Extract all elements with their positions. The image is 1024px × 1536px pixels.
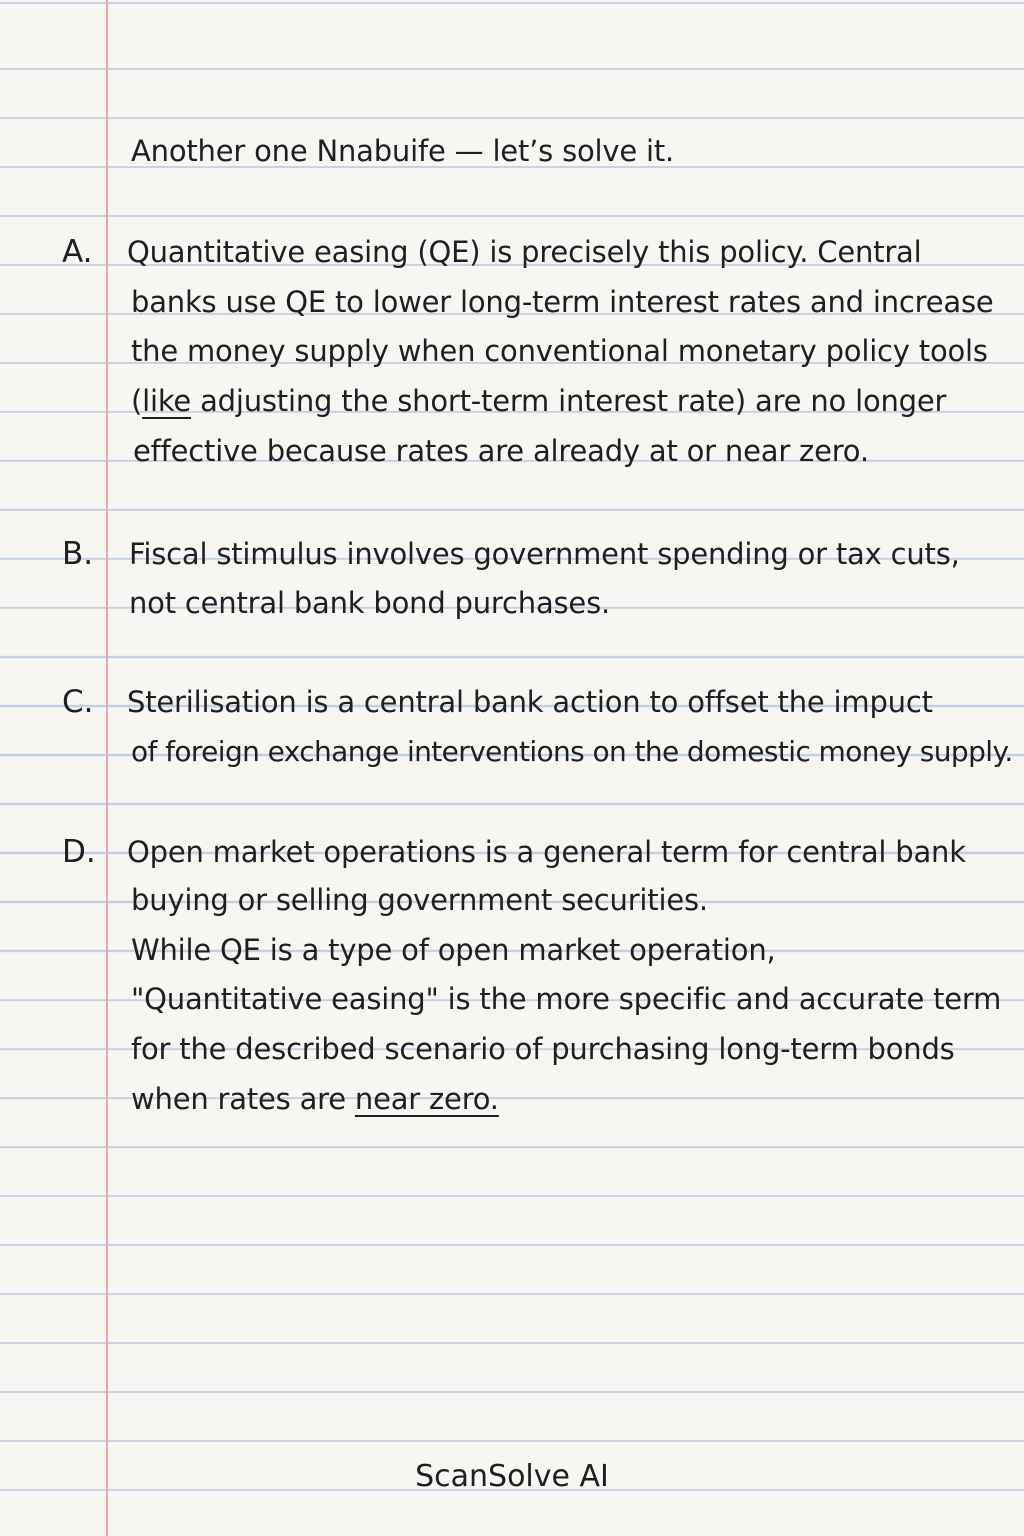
option-a-line-4 (131, 377, 946, 426)
margin-line (106, 0, 108, 1536)
option-a-line-4-text: (like adjusting the short-term interest rate) are no longer (131, 384, 947, 418)
option-a-line-3: the money supply when conventional monetary policy tools (131, 334, 988, 368)
intro-text: Another one Nnabuife — let’s solve it. (131, 134, 675, 168)
option-b-label: B. (62, 536, 94, 572)
option-c-line-2: of foreign exchange interventions on the domestic money supply. (131, 735, 1013, 768)
underlined-text: like (142, 384, 192, 418)
option-d-line-6-text: when rates are near zero. (131, 1082, 499, 1116)
option-d-line-4: "Quantitative easing" is the more specific and accurate term (131, 982, 1002, 1016)
option-d-line-5: for the described scenario of purchasing long-term bonds (131, 1032, 955, 1066)
option-b-line-2: not central bank bond purchases. (129, 586, 610, 620)
underlined-text: near zero. (354, 1082, 499, 1116)
option-a-line-1: Quantitative easing (QE) is precisely this policy. Central (127, 235, 922, 269)
option-a-line-2: banks use QE to lower long-term interest rates and increase (131, 285, 994, 319)
footer-brand: ScanSolve AI (415, 1459, 609, 1494)
option-d-line-1: Open market operations is a general term for central bank (127, 835, 966, 869)
option-d-line-2: buying or selling government securities. (131, 883, 708, 917)
option-c-label: C. (62, 684, 94, 720)
option-c-line-1: Sterilisation is a central bank action to offset the impuct (127, 685, 933, 719)
option-a-line-5: effective because rates are already at or near zero. (133, 434, 869, 468)
option-d-line-3: While QE is a type of open market operation, (131, 933, 776, 967)
option-b-line-1: Fiscal stimulus involves government spending or tax cuts, (129, 537, 960, 571)
option-d-line-6 (131, 1075, 499, 1124)
option-d-label: D. (62, 834, 96, 870)
option-a-label: A. (62, 234, 93, 270)
